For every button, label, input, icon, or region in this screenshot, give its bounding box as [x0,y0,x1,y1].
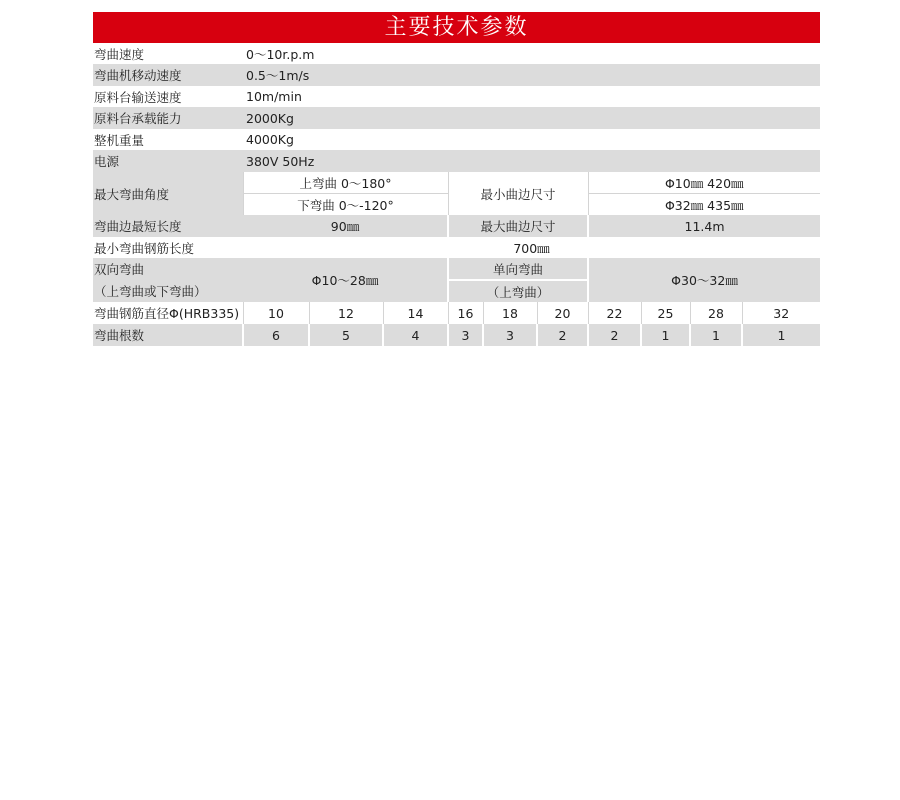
row-diameters [93,302,820,324]
value-single-range: Φ30～32㎜ [588,258,820,302]
value-power: 380V 50Hz [243,150,820,172]
count-cell: 1 [641,324,690,346]
row-weight [93,129,820,150]
diameter-cell: 32 [742,302,820,324]
page-title: 主要技术参数 [93,12,820,43]
label-min-length: 最小弯曲钢筋长度 [93,237,243,258]
diameter-cell: 25 [641,302,690,324]
label-single-bend: 单向弯曲 [448,258,588,280]
label-move-speed: 弯曲机移动速度 [93,64,243,86]
value-min-edge-1: Φ10㎜ 420㎜ [588,172,820,194]
label-single-bend-note: （上弯曲） [448,280,588,302]
value-double-range: Φ10～28㎜ [243,258,448,302]
diameter-cell: 16 [448,302,483,324]
value-bend-speed: 0～10r.p.m [243,43,820,64]
value-weight: 4000Kg [243,129,820,150]
label-max-angle: 最大弯曲角度 [93,172,243,215]
count-cell: 6 [243,324,309,346]
row-move-speed [93,64,820,86]
diameter-cell: 22 [588,302,641,324]
count-cell: 5 [309,324,383,346]
label-double-bend: 双向弯曲 [93,258,243,280]
row-min-length [93,237,820,258]
row-bend-speed [93,43,820,64]
label-double-bend-note: （上弯曲或下弯曲） [93,280,243,302]
row-short-edge [93,215,820,237]
label-bend-speed: 弯曲速度 [93,43,243,64]
value-move-speed: 0.5～1m/s [243,64,820,86]
count-cell: 2 [588,324,641,346]
value-up-bend: 上弯曲 0～180° [243,172,448,194]
count-cell: 2 [537,324,588,346]
label-max-edge: 最大曲边尺寸 [448,215,588,237]
value-feed-speed: 10m/min [243,86,820,107]
value-max-edge: 11.4m [588,215,820,237]
value-short-edge: 90㎜ [243,215,448,237]
row-capacity [93,107,820,129]
value-min-edge-2: Φ32㎜ 435㎜ [588,194,820,216]
diameter-cell: 10 [243,302,309,324]
label-count: 弯曲根数 [93,324,243,346]
diameter-cell: 28 [690,302,742,324]
diameter-cell: 20 [537,302,588,324]
row-mode-1 [93,258,820,280]
count-cell: 4 [383,324,448,346]
label-diameter: 弯曲钢筋直径Φ(HRB335) [93,302,243,324]
row-feed-speed [93,86,820,107]
count-cell: 1 [742,324,820,346]
row-max-angle-up [93,172,820,194]
label-min-edge: 最小曲边尺寸 [448,172,588,215]
label-capacity: 原料台承载能力 [93,107,243,129]
label-power: 电源 [93,150,243,172]
count-cell: 3 [483,324,537,346]
label-short-edge: 弯曲边最短长度 [93,215,243,237]
diameter-cell: 14 [383,302,448,324]
value-min-length: 700㎜ [243,237,820,258]
value-down-bend: 下弯曲 0～-120° [243,194,448,216]
spec-sheet [93,12,820,346]
diameter-cell: 12 [309,302,383,324]
count-cell: 1 [690,324,742,346]
row-power [93,150,820,172]
row-counts [93,324,820,346]
label-feed-speed: 原料台输送速度 [93,86,243,107]
diameter-cell: 18 [483,302,537,324]
count-cell: 3 [448,324,483,346]
value-capacity: 2000Kg [243,107,820,129]
label-weight: 整机重量 [93,129,243,150]
spec-table [93,43,820,346]
